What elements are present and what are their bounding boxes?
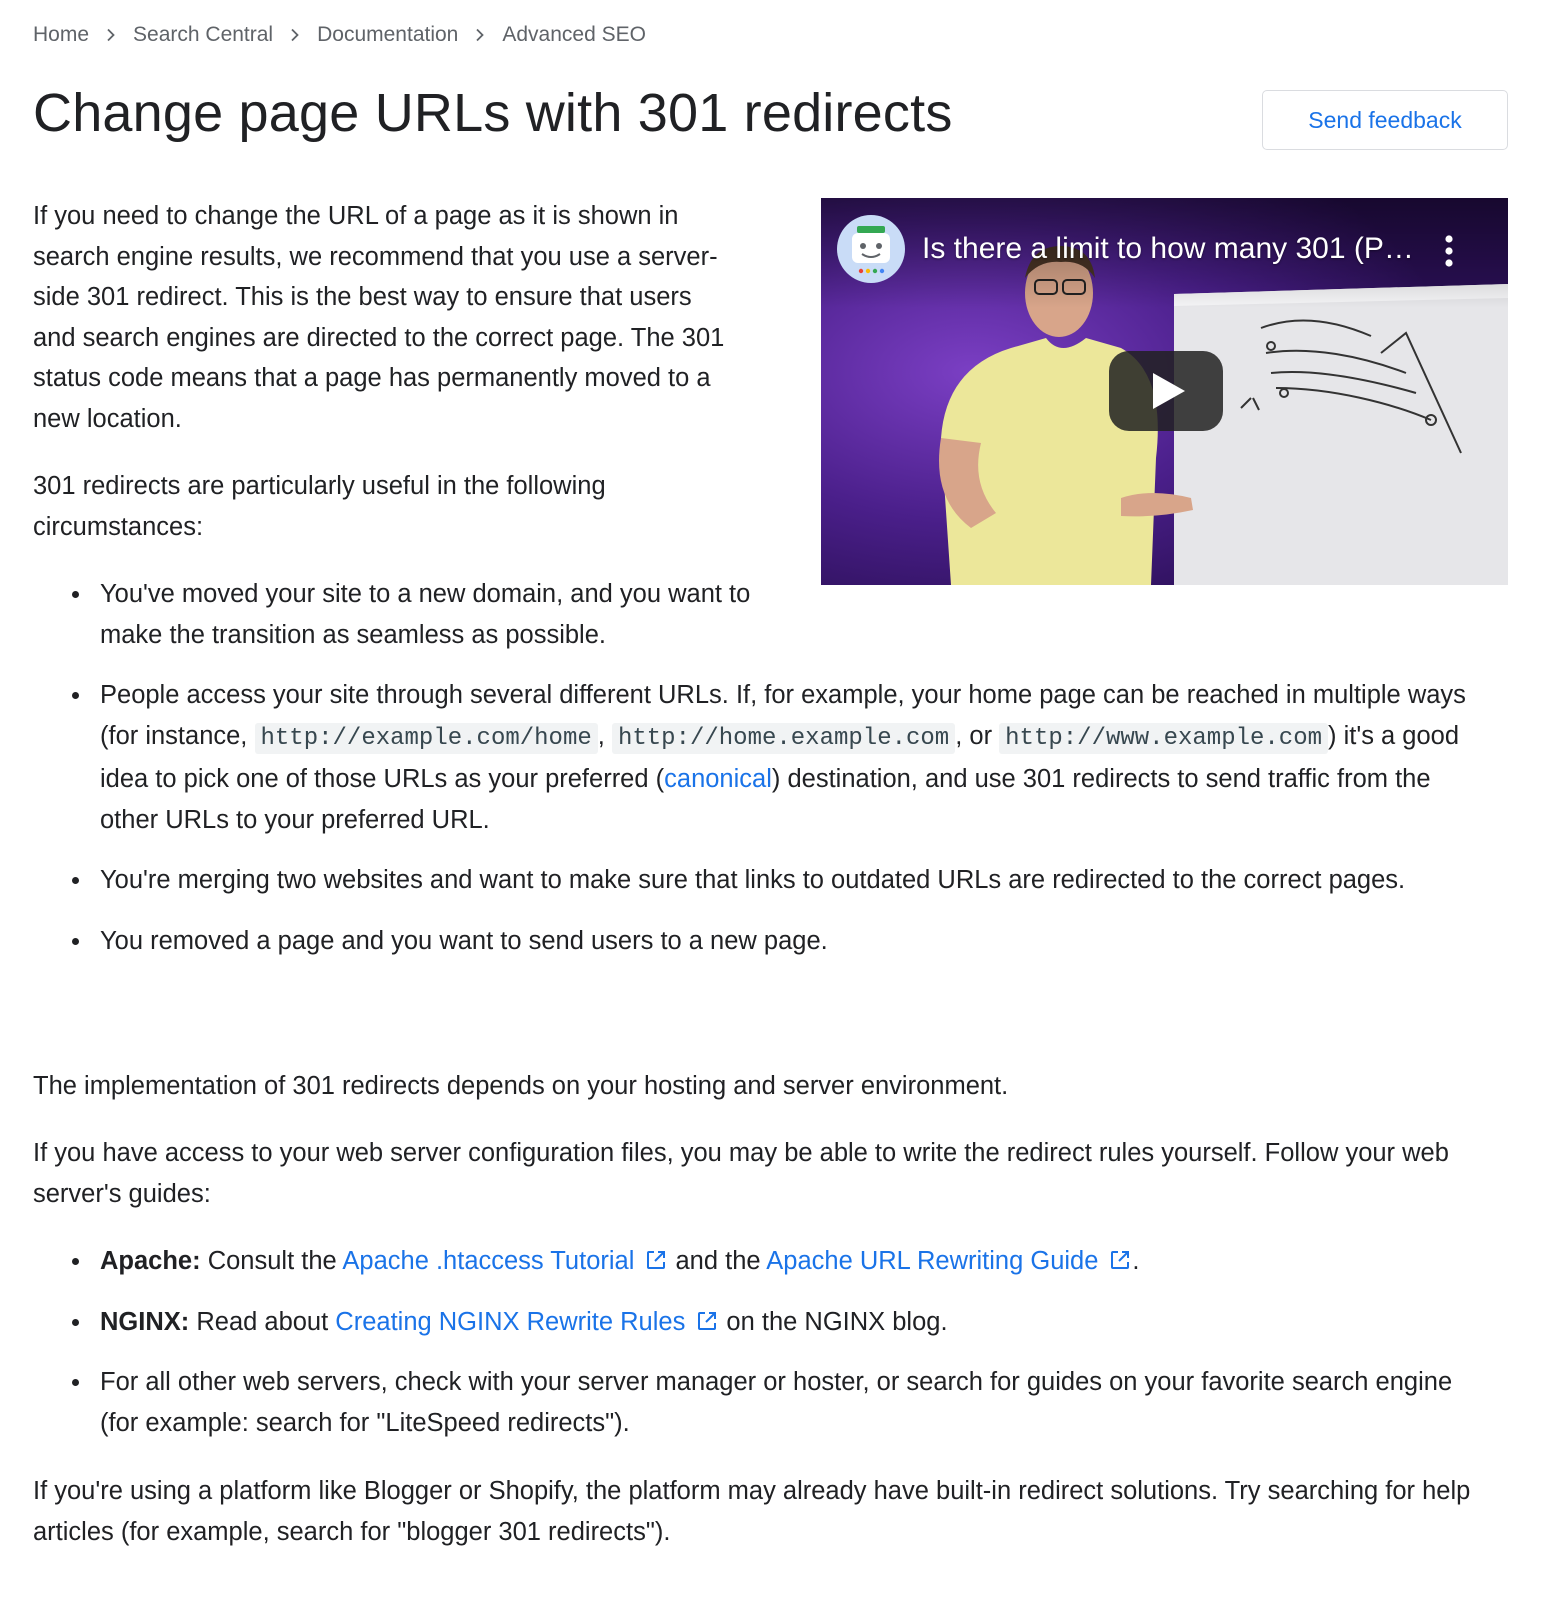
play-icon[interactable] [1109, 351, 1223, 431]
list-item [33, 1241, 1493, 1282]
list-item [33, 921, 1493, 962]
breadcrumb-advanced-seo[interactable]: Advanced SEO [502, 23, 646, 46]
send-feedback-button[interactable]: Send feedback [1262, 90, 1508, 150]
link-text: Apache URL Rewriting Guide [766, 1247, 1099, 1275]
list-item [33, 1362, 1493, 1443]
breadcrumb [33, 20, 646, 50]
googlebot-robot-icon[interactable] [837, 215, 905, 283]
chevron-right-icon [458, 23, 502, 47]
apache-label: Apache: [100, 1247, 201, 1275]
canonical-link[interactable]: canonical [664, 765, 772, 793]
platform-paragraph: If you're using a platform like Blogger or Shopify, the platform may already have built-in redirect solutions. Try searching for help articles (for example, search for "blogger 301 redirects"). [33, 1477, 1471, 1546]
list-item-text: . [1132, 1247, 1140, 1275]
page-title: Change page URLs with 301 redirects [33, 83, 953, 143]
list-item-text: People access your site through several different URLs. If, for example, your home page can be reached in multiple ways (for instance, [100, 681, 1466, 750]
list-item-text: Consult the [207, 1247, 337, 1275]
list-item [33, 860, 1493, 901]
list-item [33, 1302, 1493, 1343]
server-guides-list [33, 1241, 1493, 1463]
implementation-paragraph: The implementation of 301 redirects depends on your hosting and server environment. [33, 1072, 1009, 1100]
nginx-rewrite-rules-link[interactable] [335, 1308, 719, 1336]
breadcrumb-home[interactable]: Home [33, 23, 90, 46]
link-text: Apache .htaccess Tutorial [342, 1247, 635, 1275]
intro-paragraph: If you need to change the URL of a page as it is shown in search engine results, we recommend that you use a server-side 301 redirect. This is the best way to ensure that users and search engines are directed to the correct page. The 301 status code means that a page has permanently moved to a new location. [33, 202, 725, 433]
list-item-text: You've moved your site to a new domain, and you want to make the transition as seamless as possible. [100, 580, 751, 649]
list-item-text: on the NGINX blog. [726, 1307, 948, 1336]
access-paragraph: If you have access to your web server configuration files, you may be able to write the redirect rules yourself. Follow your web server's guides: [33, 1139, 1449, 1208]
circumstances-list [33, 574, 1493, 981]
link-text: Creating NGINX Rewrite Rules [335, 1307, 686, 1336]
code-url-subdomain: http://home.example.com [612, 723, 955, 754]
separator: , [597, 721, 605, 750]
list-item-text: You removed a page and you want to send users to a new page. [100, 926, 828, 955]
list-item-text: ) destination, and use 301 redirects to send traffic from the other URLs to your preferred URL. [100, 765, 1431, 834]
breadcrumb-documentation[interactable]: Documentation [317, 23, 459, 46]
external-link-icon [695, 1309, 719, 1333]
list-item-text: You're merging two websites and want to make sure that links to outdated URLs are redirected to the correct pages. [100, 866, 1406, 894]
more-vert-icon[interactable] [1439, 234, 1459, 268]
code-url-home: http://example.com/home [255, 723, 598, 754]
breadcrumb-search-central[interactable]: Search Central [133, 23, 274, 46]
chevron-right-icon [89, 23, 133, 47]
list-item-text: ) it's a good idea to pick one of those URLs as your preferred ( [100, 721, 1460, 793]
apache-htaccess-link[interactable] [342, 1247, 668, 1275]
video-title[interactable]: Is there a limit to how many 301 (P… [922, 232, 1414, 265]
separator: , or [955, 721, 993, 750]
code-url-www: http://www.example.com [999, 723, 1328, 754]
apache-rewriting-guide-link[interactable] [766, 1247, 1132, 1275]
list-item [33, 574, 760, 655]
video-player[interactable] [821, 198, 1508, 585]
circumstances-intro: 301 redirects are particularly useful in the following circumstances: [33, 472, 606, 541]
chevron-right-icon [273, 23, 317, 47]
external-link-icon [644, 1248, 668, 1272]
nginx-label: NGINX: [100, 1307, 190, 1336]
external-link-icon [1108, 1248, 1132, 1272]
list-item-text: and the [675, 1247, 761, 1275]
list-item-text: For all other web servers, check with your server manager or hoster, or search for guides on your favorite search engine (for example: search for "LiteSpeed redirects"). [100, 1368, 1453, 1437]
list-item-text: Read about [196, 1307, 329, 1336]
list-item [33, 675, 1493, 840]
